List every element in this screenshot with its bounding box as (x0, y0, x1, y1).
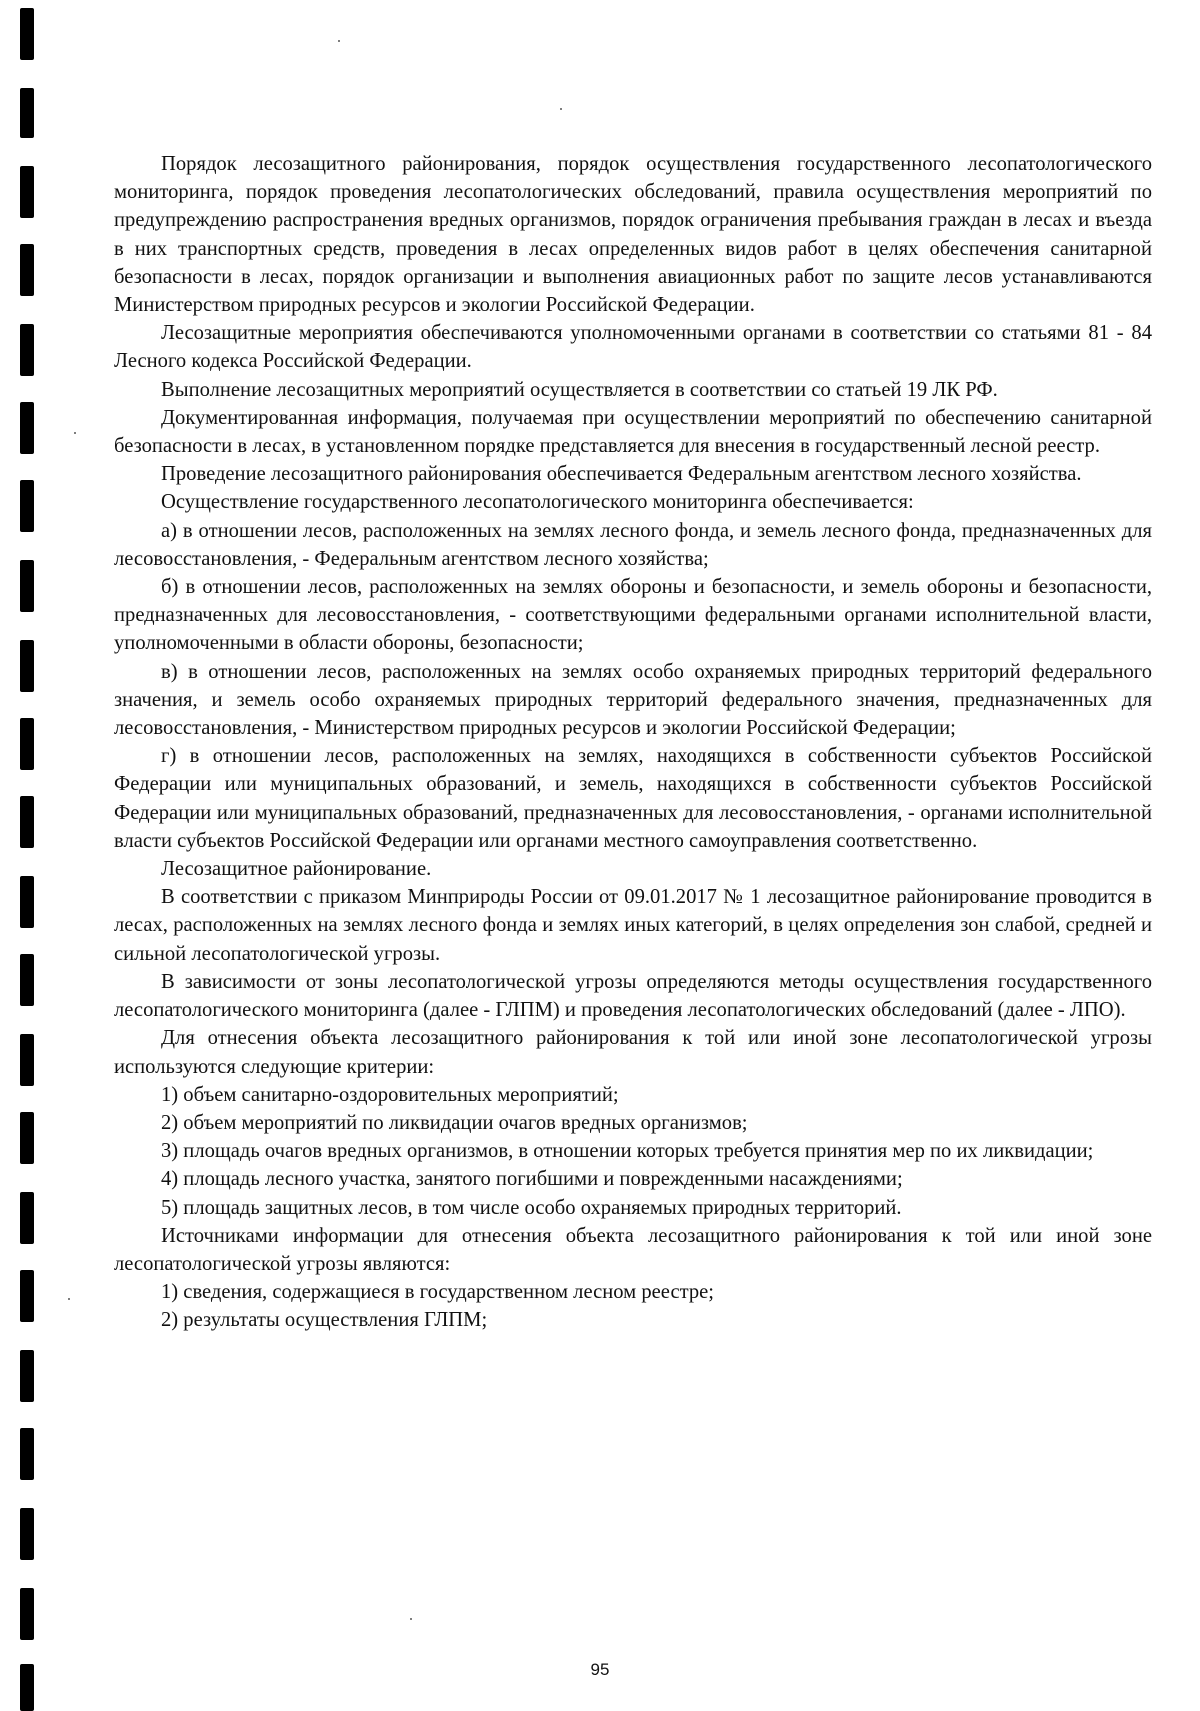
section-heading: Лесозащитное районирование. (161, 858, 432, 881)
binding-hole (20, 244, 34, 296)
list-item: г) в отношении лесов, расположенных на землях, находящихся в собственности субъектов Российской Федерации или муниципальных образований, и земель, находящихся в собственности субъектов Российской Федерации или муниципальных образований, предназначенных для лесовосстановления, - органами исполнительной власти субъектов Российской Федерации или органами местного самоуправления соответственно. (114, 745, 1152, 852)
binding-hole (20, 1112, 34, 1164)
binding-hole (20, 560, 34, 612)
paragraph: Документированная информация, получаемая при осуществлении мероприятий по обеспечению санитарной безопасности в лесах, в установленном порядке представляется для внесения в государственный лесной реестр. (114, 406, 1152, 458)
page-number: 95 (590, 1660, 610, 1679)
paragraph: Осуществление государственного лесопатологического мониторинга обеспечивается: (161, 491, 914, 514)
list-item: б) в отношении лесов, расположенных на землях обороны и безопасности, и земель обороны и безопасности, предназначенных для лесовосстановления, - соответствующими федеральными органами исполнительной власти, уполномоченными в области обороны, безопасности; (114, 576, 1152, 655)
binding-hole (20, 402, 34, 454)
binding-hole (20, 1034, 34, 1086)
paragraph: Лесозащитные мероприятия обеспечиваются уполномоченными органами в соответствии со статьями 81 - 84 Лесного кодекса Российской Федерации. (114, 322, 1152, 373)
binding-hole (20, 640, 34, 692)
list-item: 5) площадь защитных лесов, в том числе особо охраняемых природных территорий. (161, 1196, 902, 1219)
scan-speck (560, 108, 562, 110)
document-body (114, 150, 1152, 1335)
paragraph: Порядок лесозащитного районирования, порядок осуществления государственного лесопатологического мониторинга, порядок проведения лесопатологических обследований, правила осуществления мероприятий по предупреждению распространения вредных организмов, порядок ограничения пребывания граждан в лесах и въезда в них транспортных средств, проведения в лесах определенных видов работ в целях обеспечения санитарной безопасности в лесах, порядок организации и выполнения авиационных работ по защите лесов устанавливаются Министерством природных ресурсов и экологии Российской Федерации. (114, 153, 1152, 317)
binding-hole (20, 796, 34, 848)
list-item: 2) результаты осуществления ГЛПМ; (161, 1309, 488, 1332)
scan-speck (74, 432, 76, 434)
binding-hole (20, 8, 34, 60)
list-item: 4) площадь лесного участка, занятого погибшими и поврежденными насаждениями; (161, 1168, 903, 1191)
binding-hole (20, 1508, 34, 1560)
binding-hole (20, 1350, 34, 1402)
scan-speck (68, 1298, 70, 1300)
paragraph: Для отнесения объекта лесозащитного районирования к той или иной зоне лесопатологической угрозы используются следующие критерии: (114, 1027, 1152, 1078)
paragraph: Проведение лесозащитного районирования обеспечивается Федеральным агентством лесного хозяйства. (161, 463, 1082, 486)
scan-speck (410, 1618, 412, 1620)
binding-hole (20, 480, 34, 532)
list-item: 1) сведения, содержащиеся в государственном лесном реестре; (161, 1281, 714, 1304)
binding-hole (20, 876, 34, 928)
list-item: 3) площадь очагов вредных организмов, в отношении которых требуется принятия мер по их ликвидации; (161, 1140, 1094, 1163)
binding-hole (20, 1428, 34, 1480)
paragraph: Выполнение лесозащитных мероприятий осуществляется в соответствии со статьей 19 ЛК РФ. (161, 378, 998, 401)
list-item: 2) объем мероприятий по ликвидации очагов вредных организмов; (161, 1111, 748, 1134)
list-item: а) в отношении лесов, расположенных на землях лесного фонда, и земель лесного фонда, предназначенных для лесовосстановления, - Федеральным агентством лесного хозяйства; (114, 519, 1152, 570)
binding-hole (20, 1588, 34, 1640)
binding-hole (20, 954, 34, 1006)
binding-holes (0, 0, 60, 1711)
binding-hole (20, 166, 34, 218)
binding-hole (20, 718, 34, 770)
binding-hole (20, 1192, 34, 1244)
scan-speck (338, 40, 340, 42)
binding-hole (20, 324, 34, 376)
paragraph: Источниками информации для отнесения объекта лесозащитного районирования к той или иной зоне лесопатологической угрозы являются: (114, 1224, 1152, 1275)
binding-hole (20, 88, 34, 138)
binding-hole (20, 1270, 34, 1322)
list-item: в) в отношении лесов, расположенных на землях особо охраняемых природных территорий федерального значения, и земель особо охраняемых природных территорий федерального значения, предназначенных для лесовосстановления, - Министерством природных ресурсов и экологии Российской Федерации; (114, 660, 1152, 740)
paragraph: В соответствии с приказом Минприроды России от 09.01.2017 № 1 лесозащитное районирование проводится в лесах, расположенных на землях лесного фонда и землях иных категорий, в целях определения зон слабой, средней и сильной лесопатологической угрозы. (114, 886, 1152, 965)
paragraph: В зависимости от зоны лесопатологической угрозы определяются методы осуществления государственного лесопатологического мониторинга (далее - ГЛПМ) и проведения лесопатологических обследований (далее - ЛПО). (114, 970, 1152, 1022)
list-item: 1) объем санитарно-оздоровительных мероприятий; (161, 1083, 619, 1106)
